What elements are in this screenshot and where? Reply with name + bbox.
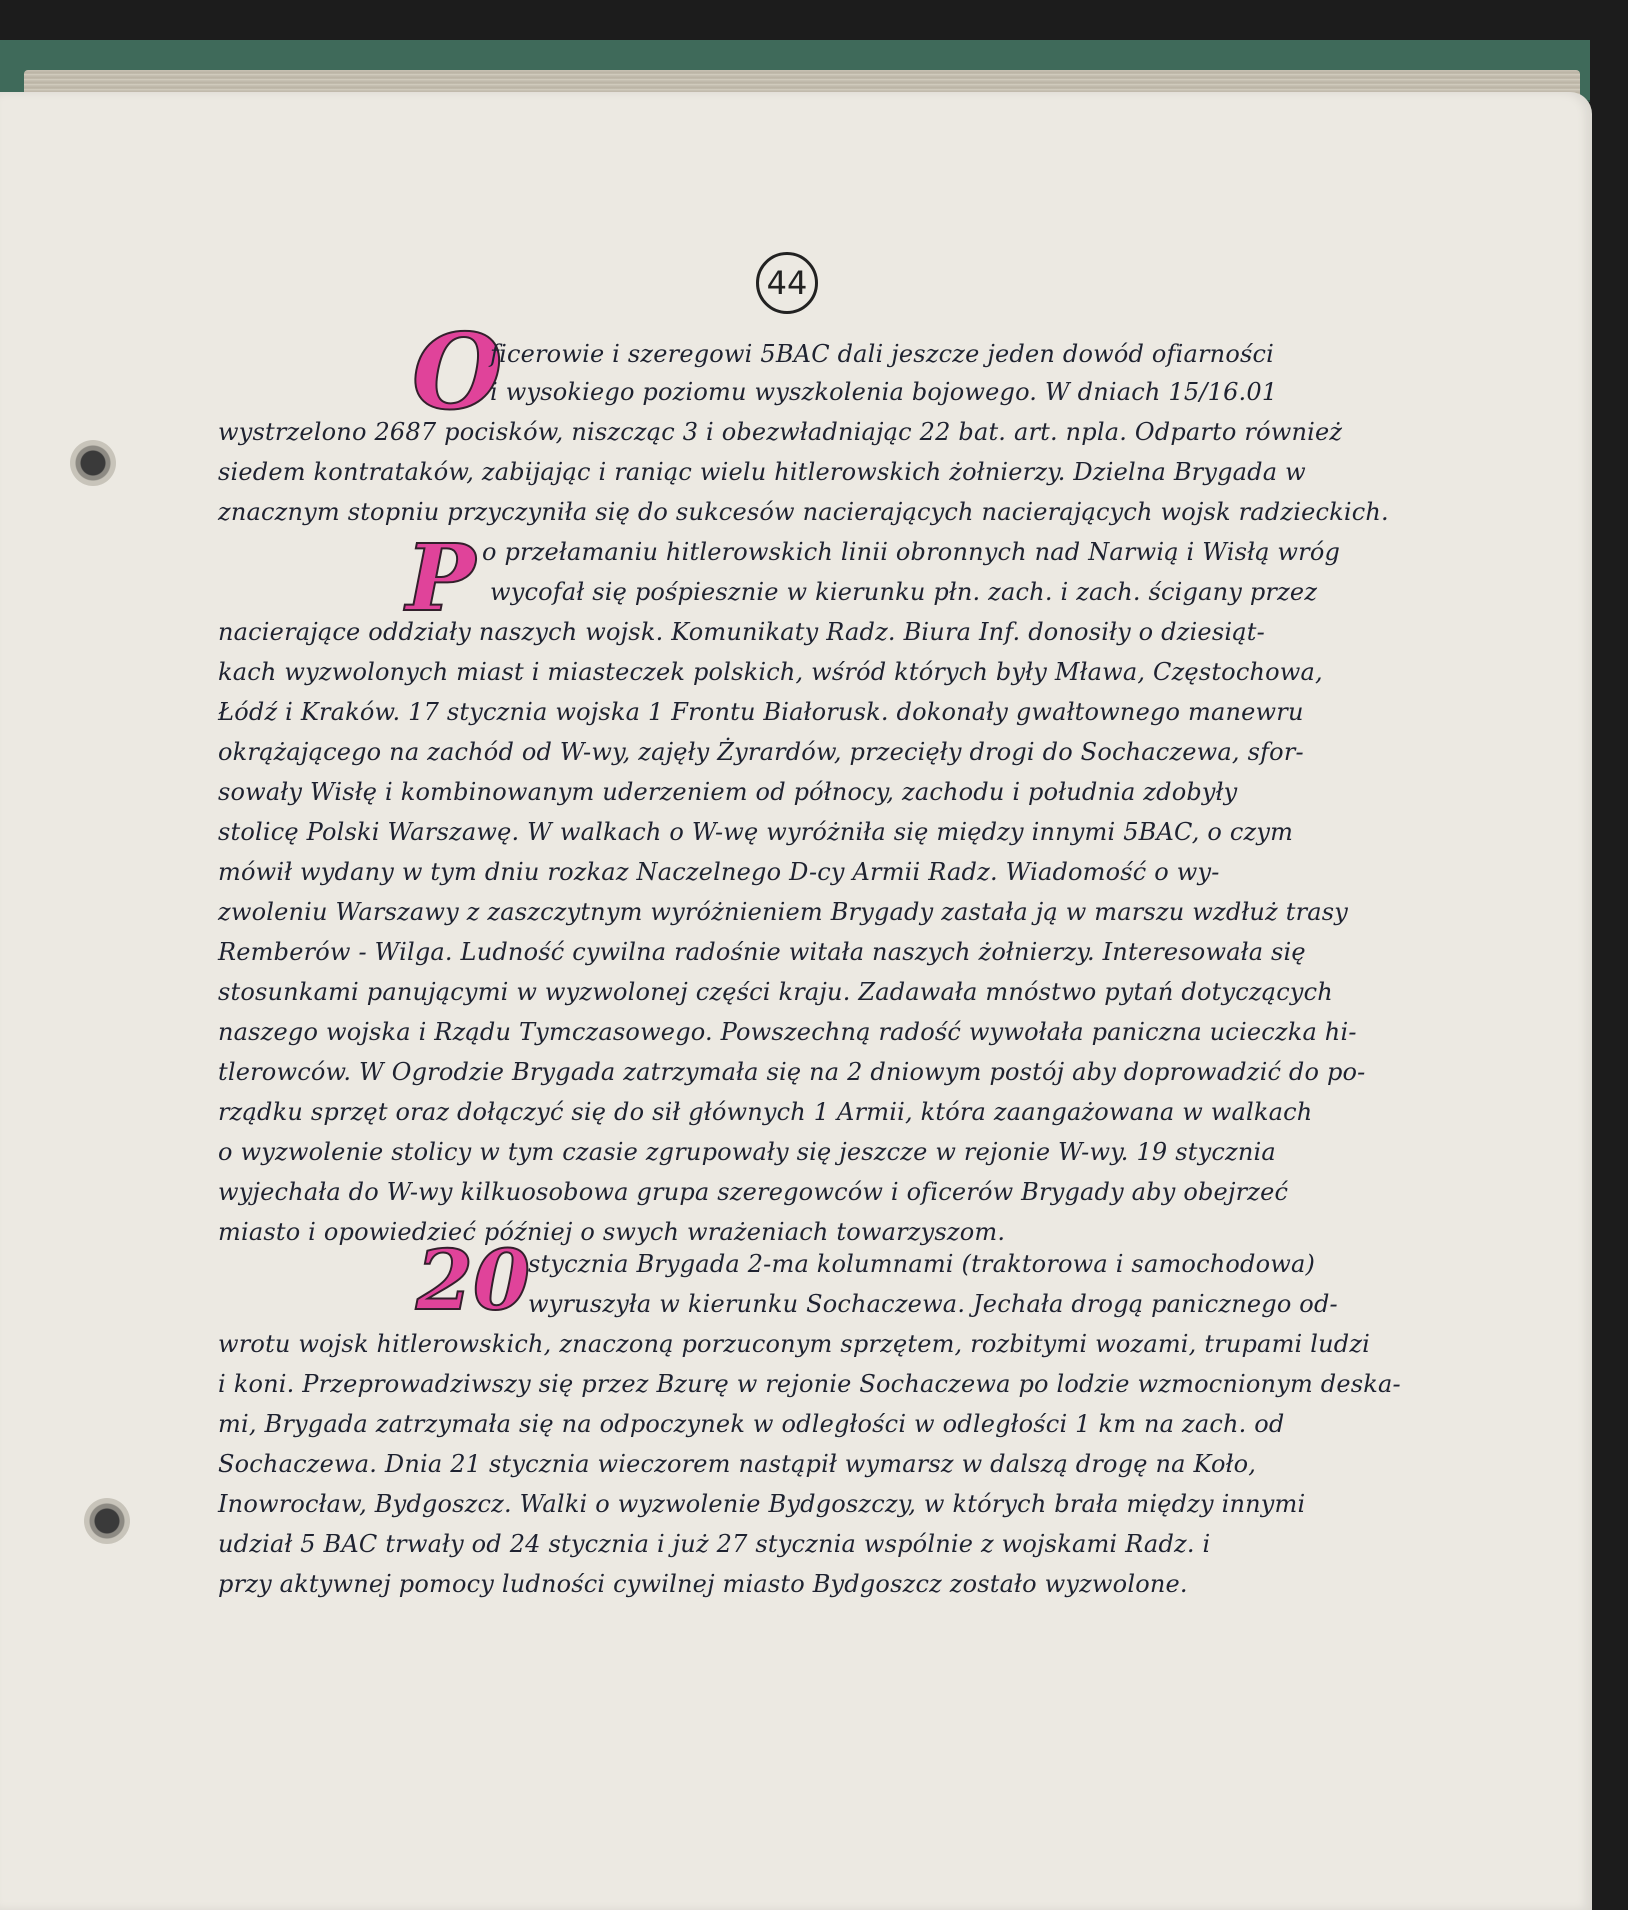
text-line: wyruszyła w kierunku Sochaczewa. Jechała drogą panicznego od- <box>528 1290 1338 1318</box>
text-line: znacznym stopniu przyczyniła się do sukcesów nacierających nacierających wojsk radzieckich. <box>218 498 1389 526</box>
text-line: stolicę Polski Warszawę. W walkach o W-wę wyróżniła się między innymi 5BAC, o czym <box>218 818 1294 846</box>
text-line: wycofał się pośpiesznie w kierunku płn. zach. i zach. ścigany przez <box>490 578 1318 606</box>
text-line: Inowrocław, Bydgoszcz. Walki o wyzwolenie Bydgoszczy, w których brała między innymi <box>218 1490 1306 1518</box>
text-line: Remberów - Wilga. Ludność cywilna radośnie witała naszych żołnierzy. Interesowała się <box>218 938 1306 966</box>
text-line: ficerowie i szeregowi 5BAC dali jeszcze jeden dowód ofiarności <box>490 340 1275 368</box>
punch-hole-top <box>70 440 116 486</box>
text-line: rządku sprzęt oraz dołączyć się do sił głównych 1 Armii, która zaangażowana w walkach <box>218 1098 1313 1126</box>
text-line: Łódź i Kraków. 17 stycznia wojska 1 Frontu Białorusk. dokonały gwałtownego manewru <box>218 698 1304 726</box>
text-line: naszego wojska i Rządu Tymczasowego. Powszechną radość wywołała paniczna ucieczka hi- <box>218 1018 1357 1046</box>
text-line: stycznia Brygada 2-ma kolumnami (traktorowa i samochodowa) <box>528 1250 1316 1278</box>
initial-letter-p: P <box>406 524 476 632</box>
text-line: wystrzelono 2687 pocisków, niszcząc 3 i obezwładniając 22 bat. art. npla. Odparto również <box>218 418 1343 446</box>
text-line: okrążającego na zachód od W-wy, zajęły Żyrardów, przecięły drogi do Sochaczewa, sfor- <box>218 738 1304 766</box>
text-line: mówił wydany w tym dniu rozkaz Naczelnego D-cy Armii Radz. Wiadomość o wy- <box>218 858 1220 886</box>
text-line: sowały Wisłę i kombinowanym uderzeniem od północy, zachodu i południa zdobyły <box>218 778 1238 806</box>
text-line: miasto i opowiedzieć później o swych wrażeniach towarzyszom. <box>218 1218 1006 1246</box>
text-line: zwoleniu Warszawy z zaszczytnym wyróżnieniem Brygady zastała ją w marszu wzdłuż trasy <box>218 898 1349 926</box>
punch-hole-bottom <box>84 1498 130 1544</box>
text-line: udział 5 BAC trwały od 24 stycznia i już 27 stycznia wspólnie z wojskami Radz. i <box>218 1530 1211 1558</box>
text-line: i koni. Przeprowadziwszy się przez Bzurę w rejonie Sochaczewa po lodzie wzmocnionym deska- <box>218 1370 1401 1398</box>
text-line: nacierające oddziały naszych wojsk. Komunikaty Radz. Biura Inf. donosiły o dziesiąt- <box>218 618 1265 646</box>
text-line: przy aktywnej pomocy ludności cywilnej miasto Bydgoszcz zostało wyzwolone. <box>218 1570 1188 1598</box>
initial-letter-o: O <box>412 310 503 433</box>
text-line: mi, Brygada zatrzymała się na odpoczynek w odległości w odległości 1 km na zach. od <box>218 1410 1285 1438</box>
text-line: wrotu wojsk hitlerowskich, znaczoną porzuconym sprzętem, rozbitymi wozami, trupami ludzi <box>218 1330 1371 1358</box>
text-line: wyjechała do W-wy kilkuosobowa grupa szeregowców i oficerów Brygady aby obejrzeć <box>218 1178 1289 1206</box>
text-line: i wysokiego poziomu wyszkolenia bojowego. W dniach 15/16.01 <box>490 378 1278 406</box>
text-line: siedem kontrataków, zabijając i raniąc wielu hitlerowskich żołnierzy. Dzielna Brygada w <box>218 458 1306 486</box>
text-line: stosunkami panującymi w wyzwolonej części kraju. Zadawała mnóstwo pytań dotyczących <box>218 978 1333 1006</box>
notebook-page <box>0 92 1592 1910</box>
page-number: 44 <box>756 252 818 314</box>
text-line: o wyzwolenie stolicy w tym czasie zgrupowały się jeszcze w rejonie W-wy. 19 stycznia <box>218 1138 1276 1166</box>
text-line: tlerowców. W Ogrodzie Brygada zatrzymała się na 2 dniowym postój aby doprowadzić do po- <box>218 1058 1366 1086</box>
text-line: kach wyzwolonych miast i miasteczek polskich, wśród których były Mława, Częstochowa, <box>218 658 1323 686</box>
text-line: o przełamaniu hitlerowskich linii obronnych nad Narwią i Wisłą wróg <box>482 538 1341 566</box>
text-line: Sochaczewa. Dnia 21 stycznia wieczorem nastąpił wymarsz w dalszą drogę na Koło, <box>218 1450 1257 1478</box>
initial-number-20: 20 <box>416 1233 531 1329</box>
